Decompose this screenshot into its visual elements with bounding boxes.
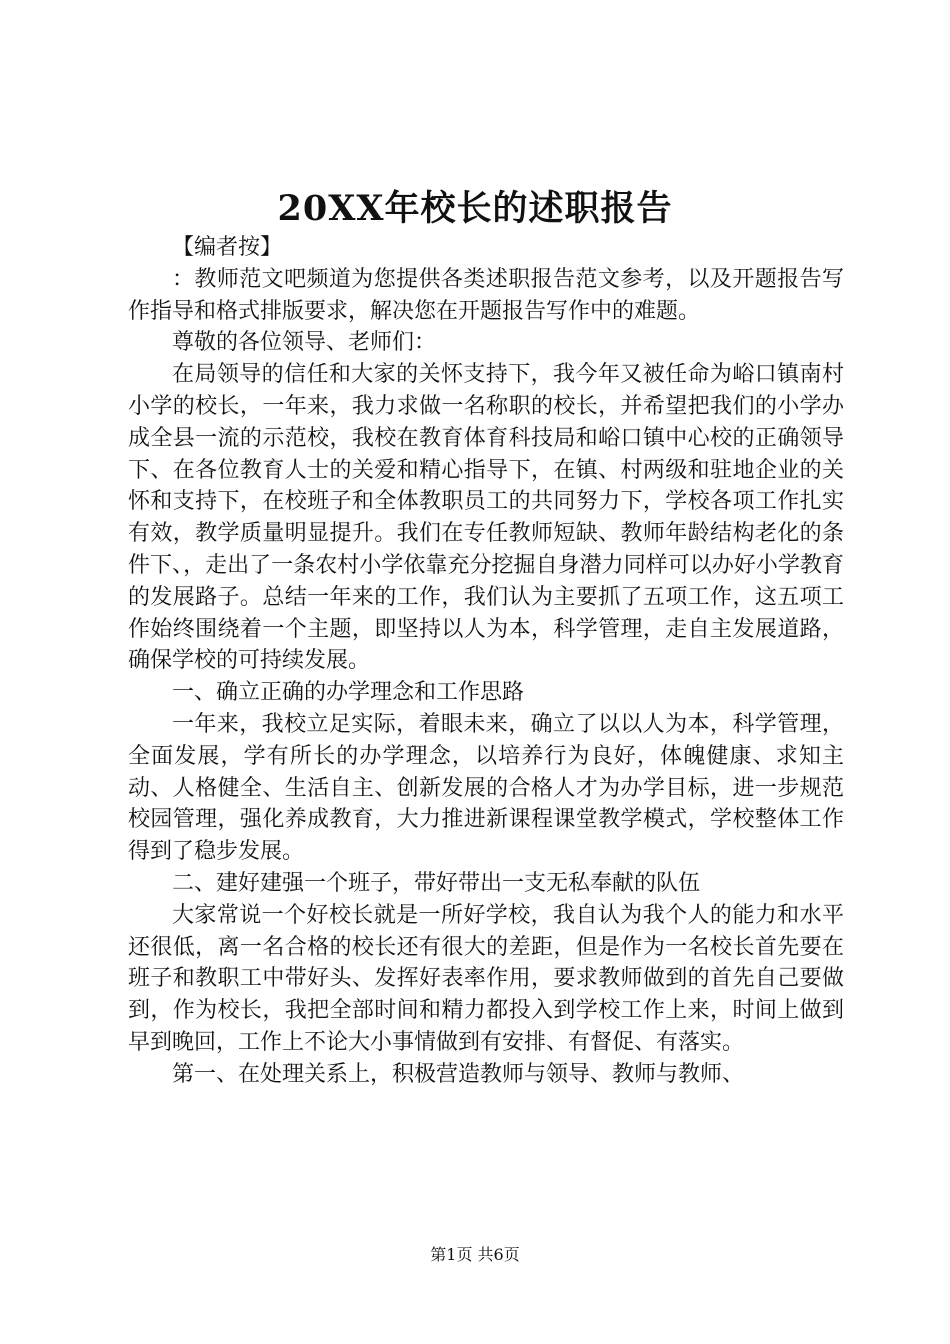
editor-note-text: ：教师范文吧频道为您提供各类述职报告范文参考，以及开题报告写作指导和格式排版要求，解决您在开题报告写作中的难题。	[128, 266, 844, 324]
section-heading-2: 二、建好建强一个班子，带好带出一支无私奉献的队伍	[172, 870, 701, 896]
sub-point-paragraph: 第一、在处理关系上，积极营造教师与领导、教师与教师、	[172, 1061, 745, 1087]
salutation: 尊敬的各位领导、老师们：	[172, 330, 437, 356]
section-heading-1: 一、确立正确的办学理念和工作思路	[172, 680, 525, 706]
document-title: 20XX年校长的述职报告	[277, 188, 673, 229]
section-paragraph-2: 大家常说一个好校长就是一所好学校，我自认为我个人的能力和水平还很低，离一名合格的校长还有很大的差距，但是作为一名校长首先要在班子和教职工中带好头、发挥好表率作用，要求教师做到的首先自己要做到，作为校长，我把全部时间和精力都投入到学校工作上来，时间上做到早到晚回，工作上不论大小事情做到有安排、有督促、有落实。	[128, 902, 844, 1055]
editor-note-heading: 【编者按】	[172, 235, 283, 260]
intro-paragraph: 在局领导的信任和大家的关怀支持下，我今年又被任命为峪口镇南村小学的校长，一年来，我力求做一名称职的校长，并希望把我们的小学办成全县一流的示范校，我校在教育体育科技局和峪口镇中心校的正确领导下、在各位教育人士的关爱和精心指导下，在镇、村两级和驻地企业的关怀和支持下，在校班子和全体教职员工的共同努力下，学校各项工作扎实有效，教学质量明显提升。我们在专任教师短缺、教师年龄结构老化的条件下、，走出了一条农村小学依靠充分挖掘自身潜力同样可以办好小学教育的发展路子。总结一年来的工作，我们认为主要抓了五项工作，这五项工作始终围绕着一个主题，即坚持以人为本，科学管理，走自主发展道路，确保学校的可持续发展。	[128, 362, 844, 674]
document-body	[128, 232, 844, 1091]
section-paragraph-1: 一年来，我校立足实际，着眼未来，确立了以以人为本，科学管理，全面发展，学有所长的办学理念，以培养行为良好，体魄健康、求知主动、人格健全、生活自主、创新发展的合格人才为办学目标，进一步规范校园管理，强化养成教育，大力推进新课程课堂教学模式，学校整体工作得到了稳步发展。	[128, 711, 844, 865]
page-footer: 第1页 共6页	[430, 1245, 520, 1264]
